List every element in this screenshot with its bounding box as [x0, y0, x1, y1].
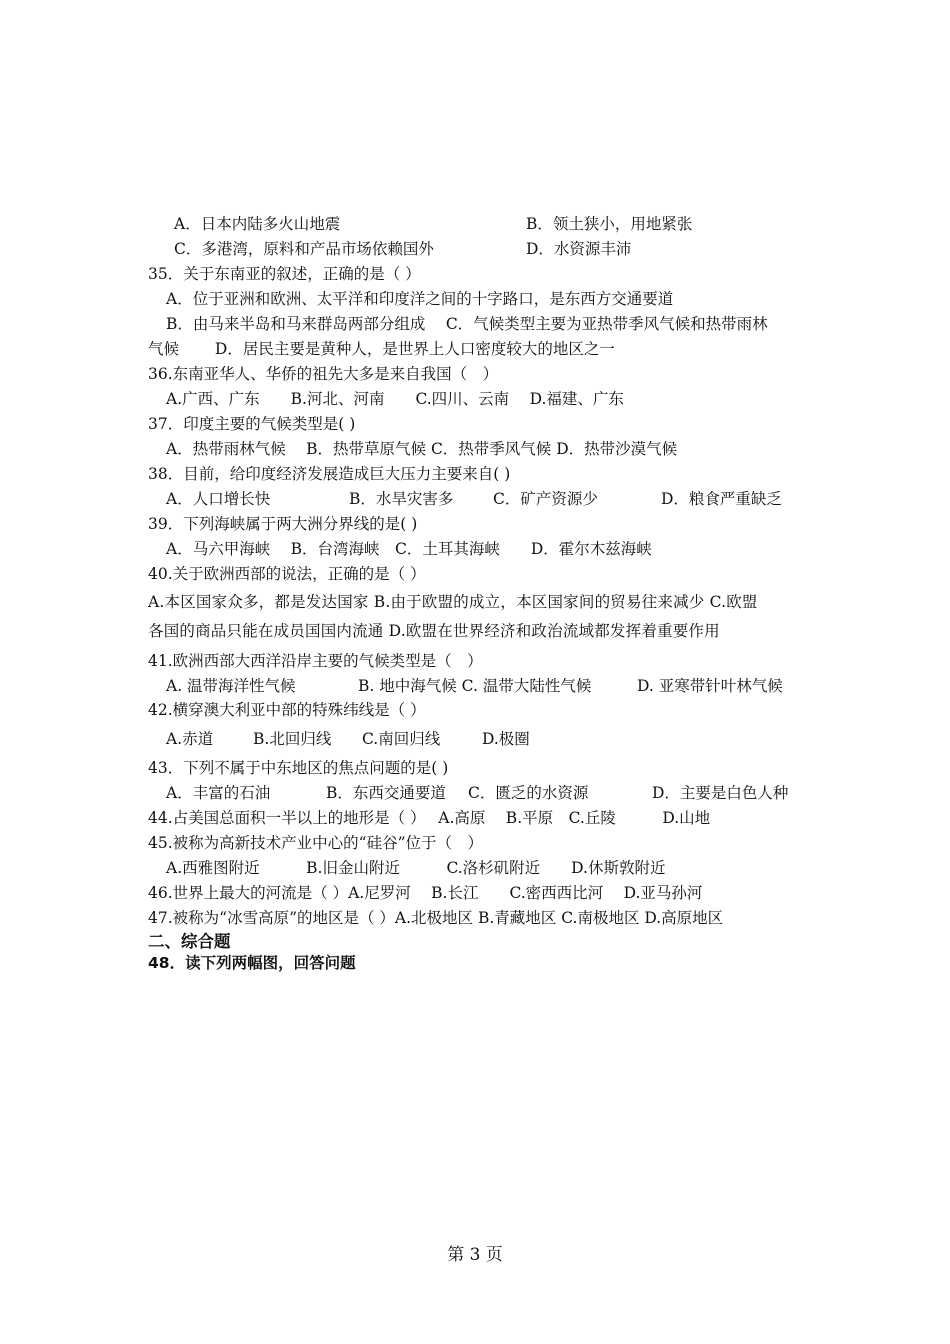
q38-option-d: D．粮食严重缺乏 — [661, 490, 782, 508]
q43-option-c: C．匮乏的水资源 — [468, 784, 589, 802]
q43-stem: 43．下列不属于中东地区的焦点问题的是( ) — [148, 759, 449, 777]
q46-line: 46.世界上最大的河流是（ ）A.尼罗河 B.长江 C.密西西比河 D.亚马孙河 — [148, 884, 703, 902]
q42-option-c: C.南回归线 — [362, 730, 441, 748]
q45-options: A.西雅图附近 B.旧金山附近 C.洛杉矶附近 D.休斯敦附近 — [166, 859, 666, 877]
q38-option-c: C．矿产资源少 — [493, 490, 598, 508]
q41-option-d: D. 亚寒带针叶林气候 — [637, 677, 783, 695]
q34-option-a: A．日本内陆多火山地震 — [174, 215, 341, 233]
page-number: 第 3 页 — [447, 1245, 503, 1265]
q48-stem: 48．读下列两幅图，回答问题 — [148, 954, 356, 972]
q42-option-a: A.赤道 — [166, 730, 214, 748]
q45-stem: 45.被称为高新技术产业中心的“硅谷”位于（ ） — [148, 834, 483, 852]
q43-option-b: B．东西交通要道 — [326, 784, 446, 802]
q41-option-bc: B. 地中海气候 C. 温带大陆性气候 — [358, 677, 592, 695]
q38-option-b: B．水旱灾害多 — [349, 490, 454, 508]
q34-option-b: B．领土狭小，用地紧张 — [526, 215, 693, 233]
q42-stem: 42.横穿澳大利亚中部的特殊纬线是（ ） — [148, 701, 426, 719]
q40-stem: 40.关于欧洲西部的说法，正确的是（ ） — [148, 565, 426, 583]
q37-options: A．热带雨林气候 B．热带草原气候 C．热带季风气候 D．热带沙漠气候 — [166, 440, 678, 458]
q35-option-d: 气候 D．居民主要是黄种人，是世界上人口密度较大的地区之一 — [148, 340, 615, 358]
q40-options-line1: A.本区国家众多，都是发达国家 B.由于欧盟的成立，本区国家间的贸易往来减少 C.欧盟 — [148, 593, 758, 611]
q37-stem: 37．印度主要的气候类型是( ) — [148, 415, 356, 433]
q38-stem: 38．目前，给印度经济发展造成巨大压力主要来自( ) — [148, 465, 511, 483]
q40-options-line2: 各国的商品只能在成员国国内流通 D.欧盟在世界经济和政治流域都发挥着重要作用 — [148, 622, 720, 640]
q35-stem: 35．关于东南亚的叙述，正确的是（ ） — [148, 265, 421, 283]
q34-option-c: C．多港湾，原料和产品市场依赖国外 — [174, 240, 434, 258]
section-title: 二、综合题 — [148, 932, 231, 951]
q36-options: A.广西、广东 B.河北、河南 C.四川、云南 D.福建、广东 — [166, 390, 624, 408]
q35-option-a: A．位于亚洲和欧洲、太平洋和印度洋之间的十字路口，是东西方交通要道 — [166, 290, 674, 308]
q39-options: A．马六甲海峡 B．台湾海峡 C．土耳其海峡 D．霍尔木兹海峡 — [166, 540, 652, 558]
q47-line: 47.被称为“冰雪高原”的地区是（ ）A.北极地区 B.青藏地区 C.南极地区 D.高原地区 — [148, 909, 724, 927]
q42-option-b: B.北回归线 — [253, 730, 332, 748]
q43-option-a: A．丰富的石油 — [166, 784, 271, 802]
q39-stem: 39．下列海峡属于两大洲分界线的是( ) — [148, 515, 418, 533]
q44-line: 44.占美国总面积一半以上的地形是（ ） A.高原 B.平原 C.丘陵 D.山地 — [148, 809, 711, 827]
q36-stem: 36.东南亚华人、华侨的祖先大多是来自我国（ ） — [148, 365, 499, 383]
q41-option-a: A. 温带海洋性气候 — [166, 677, 296, 695]
q34-option-d: D．水资源丰沛 — [526, 240, 632, 258]
q38-option-a: A．人口增长快 — [166, 490, 271, 508]
q35-options-bc: B．由马来半岛和马来群岛两部分组成 C．气候类型主要为亚热带季风气候和热带雨林 — [166, 315, 768, 333]
q42-option-d: D.极圈 — [482, 730, 530, 748]
q43-option-d: D．主要是白色人种 — [652, 784, 789, 802]
q41-stem: 41.欧洲西部大西洋沿岸主要的气候类型是（ ） — [148, 652, 483, 670]
